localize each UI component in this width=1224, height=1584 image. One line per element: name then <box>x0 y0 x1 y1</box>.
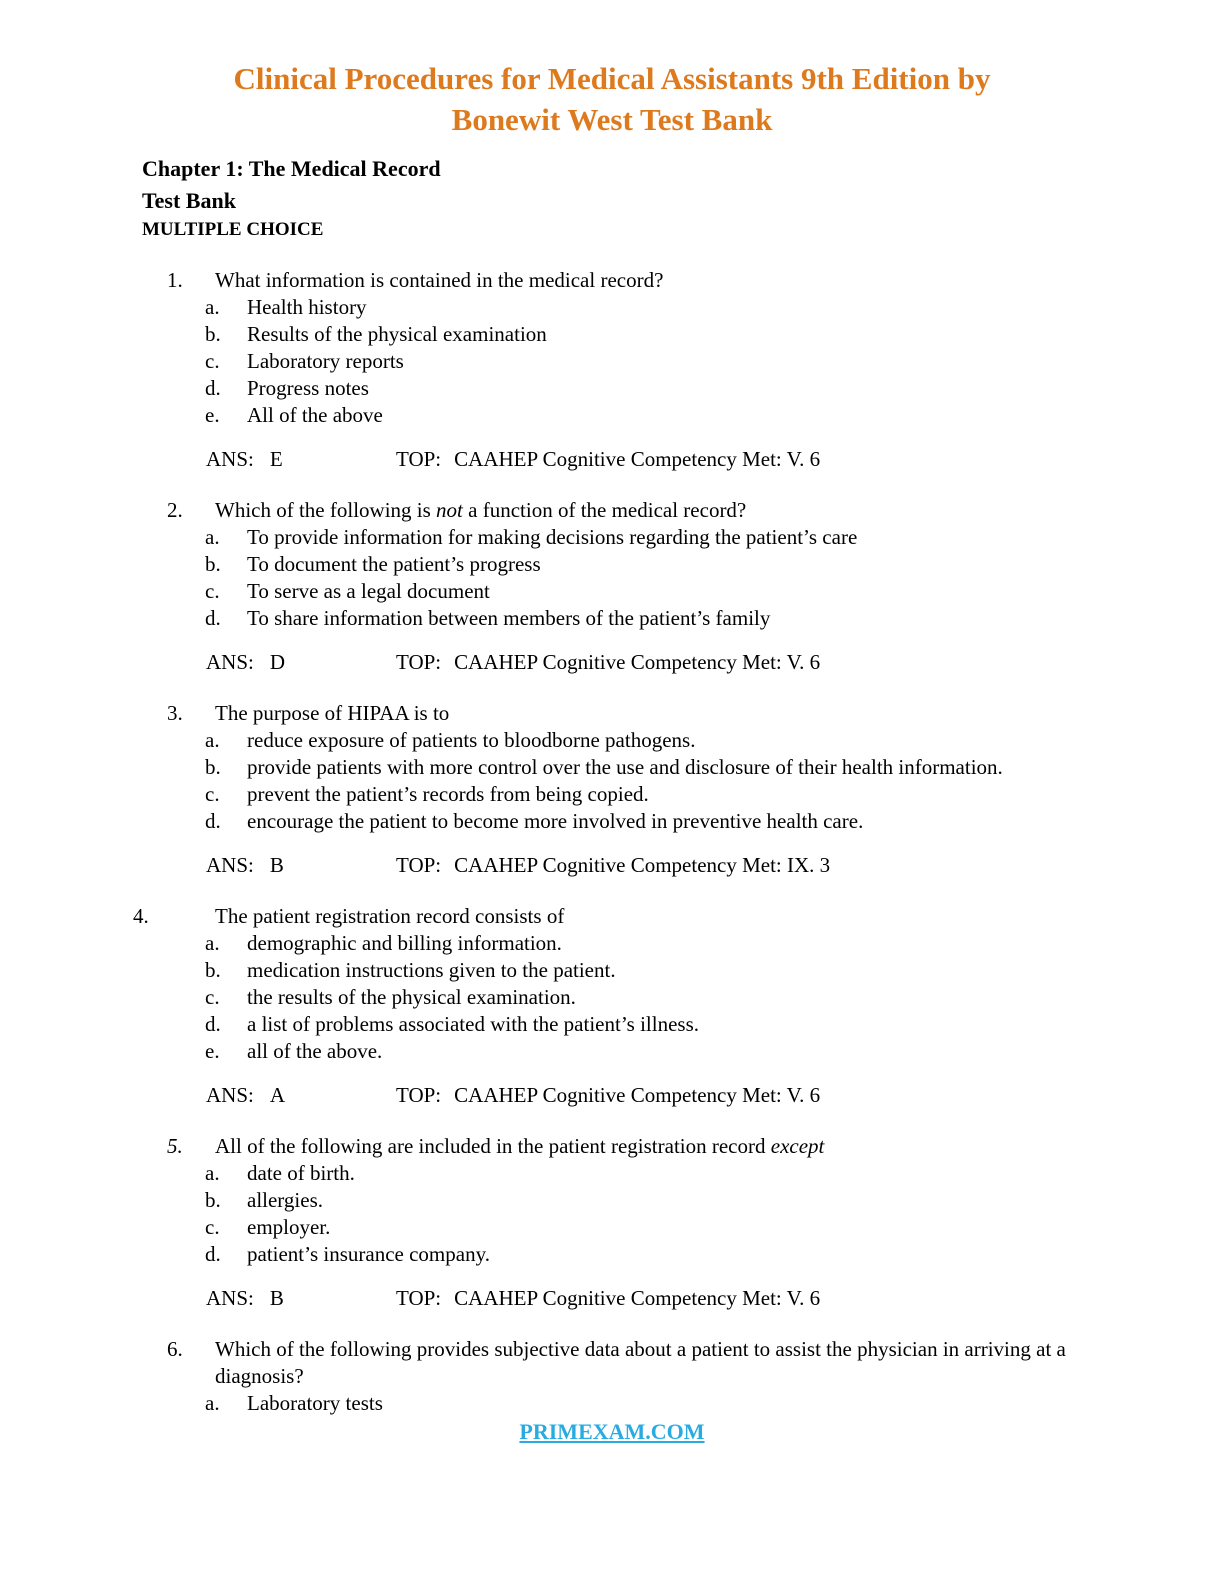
question-text: The patient registration record consists of <box>215 904 565 928</box>
document-title-line2: Bonewit West Test Bank <box>451 102 773 137</box>
question-item-4 <box>0 903 1105 1109</box>
question-row <box>0 903 1105 930</box>
option-text: prevent the patient’s records from being copied. <box>247 782 649 806</box>
topic-value: CAAHEP Cognitive Competency Met: V. 6 <box>454 1286 821 1310</box>
option-text: allergies. <box>247 1188 324 1212</box>
answer-row <box>0 852 1105 879</box>
answer-label: ANS: <box>206 447 254 471</box>
option-text: medication instructions given to the patient. <box>247 958 616 982</box>
answer-value: A <box>269 1083 286 1107</box>
answer-row <box>0 446 1105 473</box>
option-row <box>0 930 1105 957</box>
answer-label: ANS: <box>206 853 254 877</box>
option-row <box>0 1011 1105 1038</box>
document-title-line1: Clinical Procedures for Medical Assistants 9th Edition by <box>233 61 991 96</box>
option-letter: b. <box>205 1188 221 1212</box>
question-text-italic: not <box>436 498 463 522</box>
answer-value: D <box>269 650 286 674</box>
question-text-italic: except <box>770 1134 825 1158</box>
option-row <box>0 321 1105 348</box>
question-text: Which of the following provides subjective data about a patient to assist the physician in arriving at a diagnosis? <box>215 1337 1066 1388</box>
answer-pair <box>206 446 396 473</box>
option-row <box>0 754 1105 781</box>
question-number: 6. <box>167 1337 183 1361</box>
option-letter: c. <box>205 579 220 603</box>
answer-pair <box>206 852 396 879</box>
option-text: encourage the patient to become more involved in preventive health care. <box>247 809 864 833</box>
section-heading: MULTIPLE CHOICE <box>142 219 324 240</box>
topic-value: CAAHEP Cognitive Competency Met: V. 6 <box>454 650 821 674</box>
option-row <box>0 1214 1105 1241</box>
question-row <box>0 497 1105 524</box>
option-letter: a. <box>205 1161 220 1185</box>
option-letter: b. <box>205 322 221 346</box>
question-number: 3. <box>167 701 183 725</box>
topic-label: TOP: <box>396 447 442 471</box>
question-number: 4. <box>133 904 149 928</box>
option-text: To share information between members of the patient’s family <box>247 606 771 630</box>
option-letter: d. <box>205 809 221 833</box>
option-letter: a. <box>205 1391 220 1415</box>
option-text: date of birth. <box>247 1161 355 1185</box>
answer-label: ANS: <box>206 1286 254 1310</box>
question-number: 2. <box>167 498 183 522</box>
question-text: The purpose of HIPAA is to <box>215 701 450 725</box>
question-text <box>215 497 1105 524</box>
option-text: demographic and billing information. <box>247 931 562 955</box>
option-letter: b. <box>205 958 221 982</box>
option-row <box>0 1187 1105 1214</box>
question-row <box>0 700 1105 727</box>
option-row <box>0 781 1105 808</box>
page-footer <box>0 1419 1224 1445</box>
answer-row <box>0 1285 1105 1312</box>
option-text: all of the above. <box>247 1039 383 1063</box>
topic-pair <box>396 852 830 879</box>
topic-value: CAAHEP Cognitive Competency Met: IX. 3 <box>454 853 831 877</box>
option-letter: d. <box>205 1242 221 1266</box>
option-text: Results of the physical examination <box>247 322 547 346</box>
option-text: All of the above <box>247 403 383 427</box>
option-text: To document the patient’s progress <box>247 552 541 576</box>
option-letter: c. <box>205 349 220 373</box>
question-text-before: Which of the following is <box>215 498 437 522</box>
answer-value: E <box>269 447 283 471</box>
question-item-2 <box>0 497 1105 676</box>
question-number: 1. <box>167 268 183 292</box>
option-letter: c. <box>205 782 220 806</box>
option-row <box>0 348 1105 375</box>
option-row <box>0 294 1105 321</box>
topic-pair <box>396 1082 820 1109</box>
questions-list <box>0 267 1105 1417</box>
option-row <box>0 524 1105 551</box>
question-row <box>0 1133 1105 1160</box>
topic-label: TOP: <box>396 650 442 674</box>
topic-pair <box>396 1285 820 1312</box>
topic-pair <box>396 446 820 473</box>
question-text-after: a function of the medical record? <box>462 498 747 522</box>
answer-pair <box>206 1285 396 1312</box>
option-row <box>0 605 1105 632</box>
option-letter: b. <box>205 552 221 576</box>
option-row <box>0 402 1105 429</box>
document-title <box>0 58 1224 140</box>
question-row <box>0 1336 1105 1390</box>
option-row <box>0 727 1105 754</box>
option-text: the results of the physical examination. <box>247 985 576 1009</box>
option-letter: a. <box>205 295 220 319</box>
topic-label: TOP: <box>396 1286 442 1310</box>
option-letter: d. <box>205 606 221 630</box>
testbank-heading: Test Bank <box>142 188 236 213</box>
option-letter: a. <box>205 525 220 549</box>
option-letter: a. <box>205 931 220 955</box>
option-row <box>0 375 1105 402</box>
answer-pair <box>206 1082 396 1109</box>
question-number: 5. <box>167 1134 183 1158</box>
option-row <box>0 1390 1105 1417</box>
question-text <box>215 1133 1105 1160</box>
answer-label: ANS: <box>206 1083 254 1107</box>
option-letter: c. <box>205 1215 220 1239</box>
option-text: Progress notes <box>247 376 369 400</box>
option-text: Laboratory tests <box>247 1391 383 1415</box>
option-letter: d. <box>205 376 221 400</box>
answer-pair <box>206 649 396 676</box>
option-row <box>0 578 1105 605</box>
option-text: patient’s insurance company. <box>247 1242 490 1266</box>
answer-value: B <box>269 853 284 877</box>
chapter-heading: Chapter 1: The Medical Record <box>142 156 441 181</box>
option-text: reduce exposure of patients to bloodborne pathogens. <box>247 728 696 752</box>
option-text: provide patients with more control over the use and disclosure of their health information. <box>247 755 1003 779</box>
option-row <box>0 551 1105 578</box>
question-item-6 <box>0 1336 1105 1417</box>
question-text: What information is contained in the medical record? <box>215 268 664 292</box>
topic-value: CAAHEP Cognitive Competency Met: V. 6 <box>454 447 821 471</box>
topic-pair <box>396 649 820 676</box>
option-row <box>0 1160 1105 1187</box>
topic-label: TOP: <box>396 1083 442 1107</box>
answer-value: B <box>269 1286 284 1310</box>
question-item-1 <box>0 267 1105 473</box>
answer-row <box>0 1082 1105 1109</box>
question-text-before: All of the following are included in the patient registration record <box>215 1134 771 1158</box>
option-row <box>0 1038 1105 1065</box>
option-row <box>0 984 1105 1011</box>
option-letter: e. <box>205 403 220 427</box>
option-text: a list of problems associated with the patient’s illness. <box>247 1012 700 1036</box>
primexam-link[interactable]: PRIMEXAM.COM <box>519 1419 705 1444</box>
question-item-3 <box>0 700 1105 879</box>
answer-label: ANS: <box>206 650 254 674</box>
option-text: Laboratory reports <box>247 349 404 373</box>
question-item-5 <box>0 1133 1105 1312</box>
topic-label: TOP: <box>396 853 442 877</box>
option-letter: b. <box>205 755 221 779</box>
question-row <box>0 267 1105 294</box>
option-row <box>0 1241 1105 1268</box>
option-row <box>0 808 1105 835</box>
option-letter: a. <box>205 728 220 752</box>
option-row <box>0 957 1105 984</box>
topic-value: CAAHEP Cognitive Competency Met: V. 6 <box>454 1083 821 1107</box>
answer-row <box>0 649 1105 676</box>
option-text: To provide information for making decisions regarding the patient’s care <box>247 525 858 549</box>
option-letter: d. <box>205 1012 221 1036</box>
option-text: Health history <box>247 295 367 319</box>
option-text: To serve as a legal document <box>247 579 490 603</box>
option-letter: c. <box>205 985 220 1009</box>
option-letter: e. <box>205 1039 220 1063</box>
option-text: employer. <box>247 1215 331 1239</box>
